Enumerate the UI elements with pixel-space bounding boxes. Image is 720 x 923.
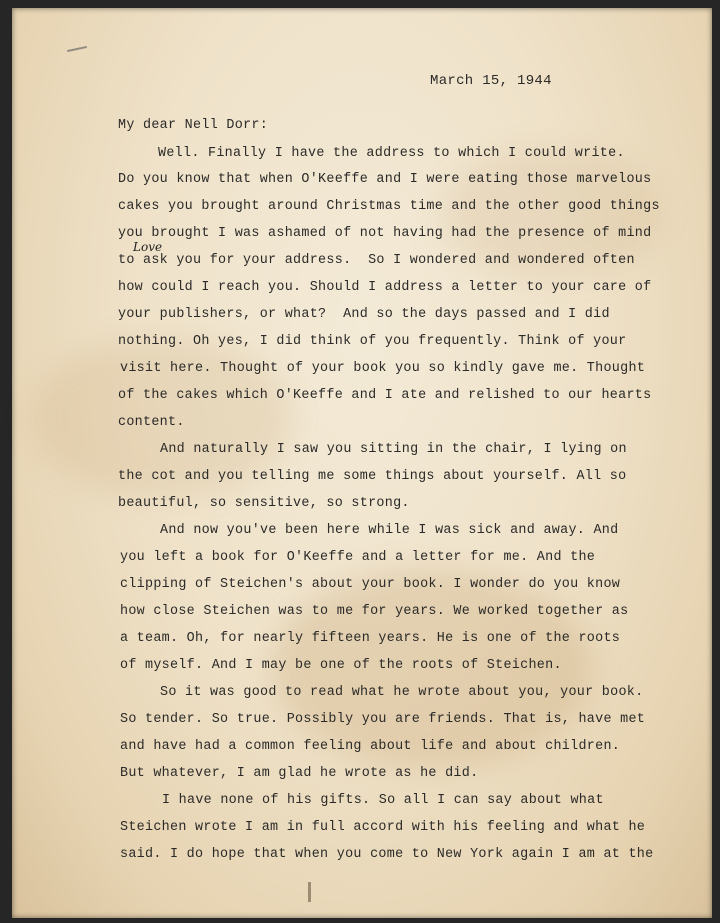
letter-line: a team. Oh, for nearly fifteen years. He is one of the roots — [120, 631, 621, 646]
letter-line: So tender. So true. Possibly you are friends. That is, have met — [120, 712, 646, 727]
letter-line: cakes you brought around Christmas time and the other good things — [118, 199, 660, 214]
letter-line: beautiful, so sensitive, so strong. — [118, 496, 410, 511]
letter-line: Do you know that when O'Keeffe and I were eating those marvelous — [118, 172, 652, 187]
corner-mark — [67, 46, 87, 52]
letter-line: how could I reach you. Should I address a letter to your care of — [118, 280, 652, 295]
letter-line: But whatever, I am glad he wrote as he did. — [120, 766, 479, 781]
letter-salutation: My dear Nell Dorr: — [118, 118, 269, 133]
handwritten-insertion: Love — [133, 240, 163, 254]
letter-line: nothing. Oh yes, I did think of you frequently. Think of your — [118, 334, 627, 349]
letter-line: I have none of his gifts. So all I can say about what — [162, 793, 604, 808]
letter-line: said. I do hope that when you come to New York again I am at the — [120, 847, 654, 862]
letter-line: So it was good to read what he wrote about you, your book. — [160, 685, 644, 700]
letter-line: clipping of Steichen's about your book. I wonder do you know — [120, 577, 621, 592]
letter-line: Steichen wrote I am in full accord with his feeling and what he — [120, 820, 646, 835]
letter-line: content. — [118, 415, 185, 430]
letter-line: of the cakes which O'Keeffe and I ate and relished to our hearts — [118, 388, 652, 403]
letter-line: you left a book for O'Keeffe and a letter for me. And the — [120, 550, 596, 565]
letter-line: you brought I was ashamed of not having had the presence of mind — [118, 226, 652, 241]
letter-line: your publishers, or what? And so the days passed and I did — [118, 307, 610, 322]
letter-line: visit here. Thought of your book you so kindly gave me. Thought — [120, 361, 646, 376]
letter-sheet — [12, 8, 712, 918]
letter-line: the cot and you telling me some things about yourself. All so — [118, 469, 627, 484]
letter-line: Well. Finally I have the address to which I could write. — [158, 146, 625, 161]
letter-line: and have had a common feeling about life and about children. — [120, 739, 621, 754]
pin-mark — [308, 882, 311, 902]
letter-line: And now you've been here while I was sick and away. And — [160, 523, 619, 538]
letter-line: And naturally I saw you sitting in the chair, I lying on — [160, 442, 627, 457]
letter-line: how close Steichen was to me for years. We worked together as — [120, 604, 629, 619]
letter-line: to ask you for your address. So I wondered and wondered often — [118, 253, 635, 268]
letter-date: March 15, 1944 — [430, 73, 552, 89]
letter-line: of myself. And I may be one of the roots of Steichen. — [120, 658, 562, 673]
